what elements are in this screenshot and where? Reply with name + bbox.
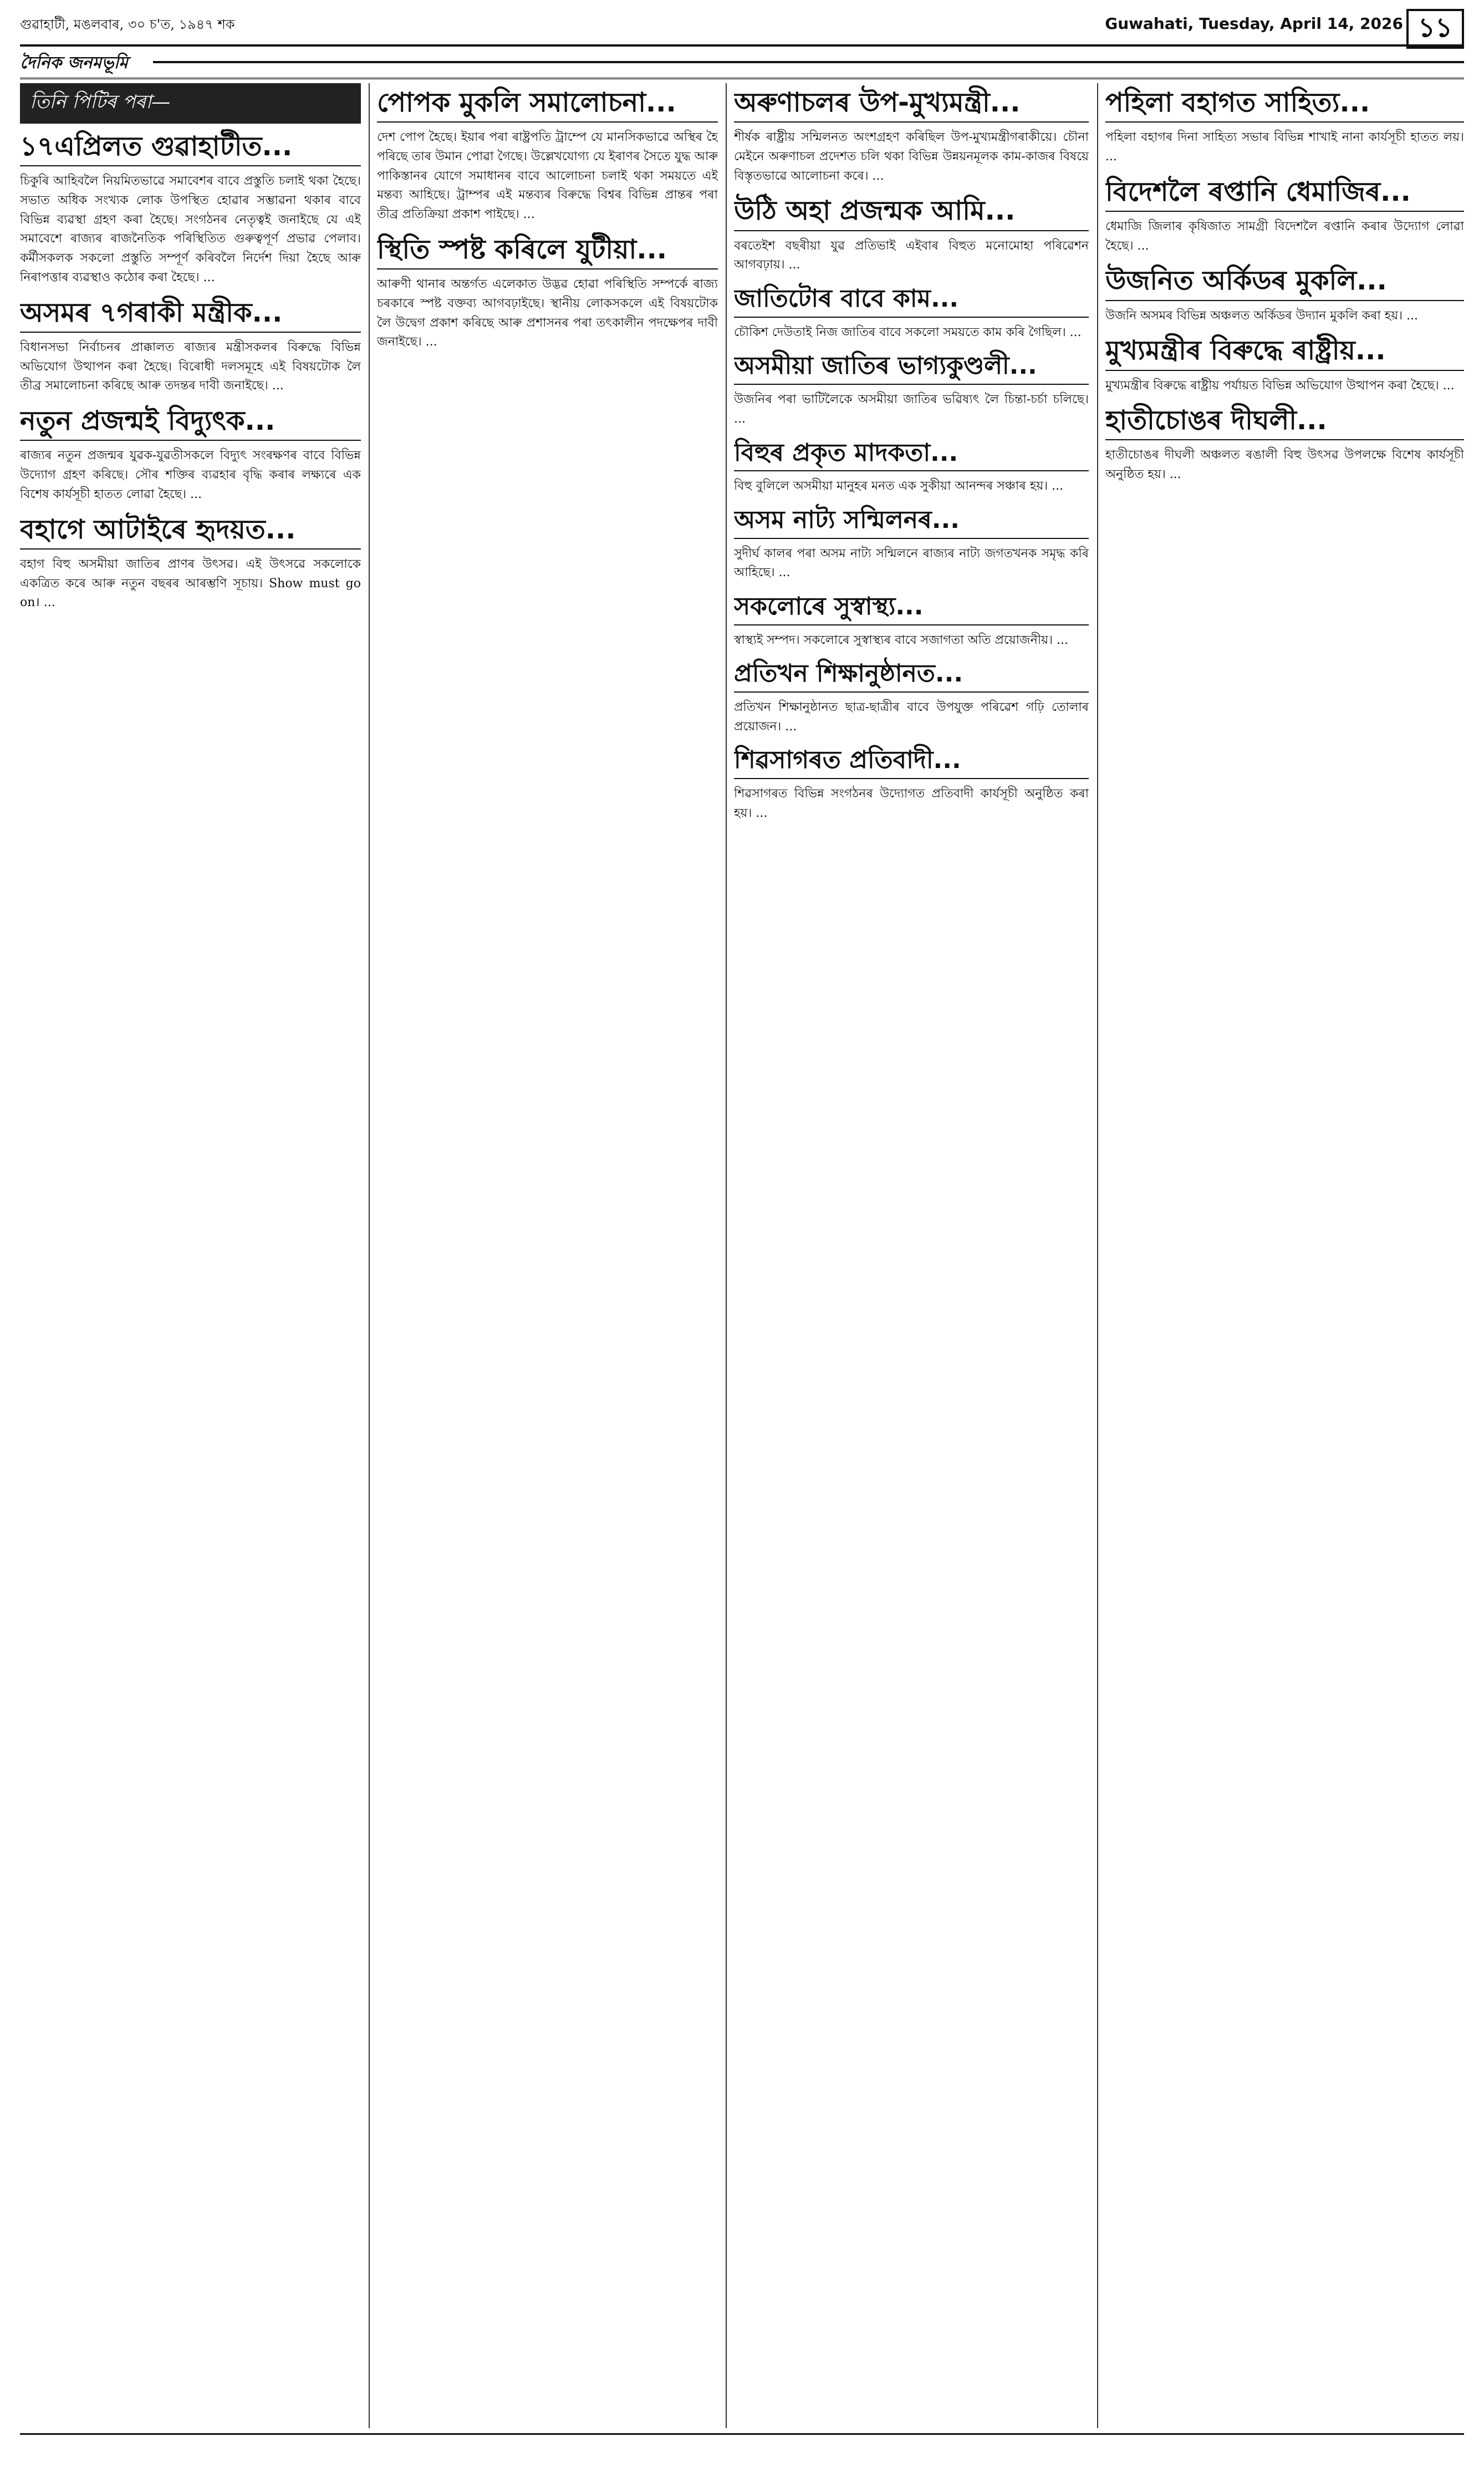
continued-section-tag: তিনি পিটিৰ পৰা— bbox=[20, 83, 361, 124]
headline[interactable]: পোপক মুকলি সমালোচনা... bbox=[377, 88, 718, 123]
article-body: ধেমাজি জিলাৰ কৃষিজাত সামগ্ৰী বিদেশলৈ ৰপ্তানি কৰাৰ উদ্যোগ লোৱা হৈছে। ... bbox=[1105, 219, 1464, 253]
headline[interactable]: নতুন প্ৰজন্মই বিদ্যুৎক... bbox=[20, 406, 361, 441]
headline[interactable]: অৰুণাচলৰ উপ-মুখ্যমন্ত্ৰী... bbox=[734, 88, 1089, 123]
article-body: হাতীচোঙৰ দীঘলী অঞ্চলত ৰঙালী বিহু উৎসৱ উপলক্ষে বিশেষ কাৰ্যসূচী অনুষ্ঠিত হয়। ... bbox=[1105, 448, 1464, 482]
article-c1-2 bbox=[20, 298, 361, 396]
article-c1-4 bbox=[20, 515, 361, 613]
article-c4-5 bbox=[1105, 405, 1464, 485]
article-body: উজনিৰ পৰা ভাটিলৈকে অসমীয়া জাতিৰ ভৱিষ্যৎ লৈ চিন্তা-চৰ্চা চলিছে। ... bbox=[734, 393, 1089, 426]
headline[interactable]: অসমীয়া জাতিৰ ভাগ্যকুণ্ডলী... bbox=[734, 352, 1089, 385]
article-body: চিকুৰি আহিবলৈ নিয়মিতভাৱে সমাবেশৰ বাবে প্ৰস্তুতি চলাই থকা হৈছে। সভাত অধিক সংখ্যক লোক উপস্থিত হোৱাৰ সম্ভাৱনা থকাৰ বাবে বিভিন্ন ব্যৱস্থা গ্ৰহণ কৰা হৈছে। সংগঠনৰ নেতৃত্বই জনাইছে যে এই সমাবেশে ৰাজ্যৰ ৰাজনৈতিক পৰিস্থিতিত গুৰুত্বপূৰ্ণ প্ৰভাৱ পেলাব। কৰ্মীসকলক সকলো প্ৰস্তুতি সম্পূৰ্ণ কৰিবলৈ নিৰ্দেশ দিয়া হৈছে আৰু নিৰাপত্তাৰ ব্যৱস্থাও কঠোৰ কৰা হৈছে। ... bbox=[20, 174, 361, 284]
newspaper-brand bbox=[20, 50, 1464, 79]
headline[interactable]: ১৭এপ্ৰিলত গুৱাহাটীত... bbox=[20, 131, 361, 166]
headline[interactable]: উজনিত অৰ্কিডৰ মুকলি... bbox=[1105, 266, 1464, 301]
headline[interactable]: অসমৰ ৭গৰাকী মন্ত্ৰীক... bbox=[20, 298, 361, 333]
article-c3-4 bbox=[734, 352, 1089, 429]
article-c3-9 bbox=[734, 746, 1089, 823]
headline[interactable]: সকলোৰে সুস্বাস্থ্য... bbox=[734, 593, 1089, 625]
page-number: ১১ bbox=[1406, 9, 1464, 49]
article-c3-6 bbox=[734, 506, 1089, 583]
article-c3-8 bbox=[734, 660, 1089, 736]
article-body: উজনি অসমৰ বিভিন্ন অঞ্চলত অৰ্কিডৰ উদ্যান মুকলি কৰা হয়। ... bbox=[1105, 308, 1419, 323]
column-2 bbox=[377, 83, 718, 2428]
article-body: প্ৰতিখন শিক্ষানুষ্ঠানত ছাত্ৰ-ছাত্ৰীৰ বাবে উপযুক্ত পৰিৱেশ গঢ়ি তোলাৰ প্ৰয়োজন। ... bbox=[734, 700, 1089, 734]
article-body: আৰুণী থানাৰ অন্তৰ্গত এলেকাত উদ্ভৱ হোৱা পৰিস্থিতি সম্পৰ্কে ৰাজ্য চৰকাৰে স্পষ্ট বক্তব্য আগবঢ়াইছে। স্থানীয় লোকসকলে এই বিষয়টোক লৈ উদ্বেগ প্ৰকাশ কৰিছে আৰু প্ৰশাসনৰ পৰা তৎকালীন পদক্ষেপৰ দাবী জনাইছে। ... bbox=[377, 277, 718, 349]
headline[interactable]: পহিলা বহাগত সাহিত্য... bbox=[1105, 88, 1464, 123]
column-divider bbox=[726, 83, 727, 2428]
article-body: বিহু বুলিলে অসমীয়া মানুহৰ মনত এক সুকীয়া আনন্দৰ সঞ্চাৰ হয়। ... bbox=[734, 479, 1064, 494]
headline[interactable]: বহাগে আটাইৰে হৃদয়ত... bbox=[20, 515, 361, 550]
masthead-date-english: Guwahati, Tuesday, April 14, 2026 bbox=[1105, 14, 1403, 33]
article-body: স্বাস্থ্যই সম্পদ। সকলোৰে সুস্বাস্থ্যৰ বাবে সজাগতা অতি প্ৰয়োজনীয়। ... bbox=[734, 633, 1068, 647]
article-body: পহিলা বহাগৰ দিনা সাহিত্য সভাৰ বিভিন্ন শাখাই নানা কাৰ্যসূচী হাতত লয়। ... bbox=[1105, 130, 1464, 164]
article-body: বহাগ বিহু অসমীয়া জাতিৰ প্ৰাণৰ উৎসৱ। এই উৎসৱে সকলোকে একত্ৰিত কৰে আৰু নতুন বছৰৰ আৰম্ভণি সূচায়। Show must go on। ... bbox=[20, 557, 361, 610]
article-c1-3 bbox=[20, 406, 361, 504]
headline[interactable]: উঠি অহা প্ৰজন্মক আমি... bbox=[734, 196, 1089, 231]
headline[interactable]: বিহুৰ প্ৰকৃত মাদকতা... bbox=[734, 439, 1089, 472]
masthead-date-assamese: গুৱাহাটী, মঙলবাৰ, ৩০ চ'ত, ১৯৪৭ শক bbox=[20, 17, 235, 32]
article-c4-4 bbox=[1105, 335, 1464, 395]
headline[interactable]: অসম নাট্য সন্মিলনৰ... bbox=[734, 506, 1089, 539]
article-body: শিৱসাগৰত বিভিন্ন সংগঠনৰ উদ্যোগত প্ৰতিবাদী কাৰ্যসূচী অনুষ্ঠিত কৰা হয়। ... bbox=[734, 787, 1089, 820]
brand-rule bbox=[153, 61, 1464, 63]
column-4 bbox=[1105, 83, 1464, 2428]
article-body: চৌকিশ দেউতাই নিজ জাতিৰ বাবে সকলো সময়তে কাম কৰি গৈছিল। ... bbox=[734, 325, 1082, 339]
headline[interactable]: স্থিতি স্পষ্ট কৰিলে যুটীয়া... bbox=[377, 235, 718, 269]
headline[interactable]: জাতিটোৰ বাবে কাম... bbox=[734, 285, 1089, 318]
headline[interactable]: প্ৰতিখন শিক্ষানুষ্ঠানত... bbox=[734, 660, 1089, 693]
article-c4-2 bbox=[1105, 177, 1464, 256]
brand-name: দৈনিক জনমভূমি bbox=[20, 53, 128, 73]
article-body: সুদীৰ্ঘ কালৰ পৰা অসম নাট্য সন্মিলনে ৰাজ্যৰ নাট্য জগতখনক সমৃদ্ধ কৰি আহিছে। ... bbox=[734, 546, 1089, 580]
article-body: দেশ পোপ হৈছে। ইয়াৰ পৰা ৰাষ্ট্ৰপতি ট্ৰাম্পে যে মানসিকভাৱে অস্থিৰ হৈ পৰিছে তাৰ উমান পোৱা গৈছে। উল্লেখযোগ্য যে ইৰাণৰ সৈতে যুদ্ধ আৰু পাকিস্তানৰ যোগে সমাধানৰ বাবে আলোচনা চলাই থকা সময়তে এই মন্তব্য আহিছে। ট্ৰাম্পৰ এই মন্তব্যৰ বিৰুদ্ধে বিশ্বৰ বিভিন্ন প্ৰান্তৰ পৰা তীব্ৰ প্ৰতিক্ৰিয়া প্ৰকাশ পাইছে। ... bbox=[377, 130, 718, 222]
article-body: ৰাজ্যৰ নতুন প্ৰজন্মৰ যুৱক-যুৱতীসকলে বিদ্যুৎ সংৰক্ষণৰ বাবে বিভিন্ন উদ্যোগ গ্ৰহণ কৰিছে। সৌৰ শক্তিৰ ব্যৱহাৰ বৃদ্ধি কৰাৰ লক্ষ্যৰে এক বিশেষ কাৰ্যসূচী হাতত লোৱা হৈছে। ... bbox=[20, 449, 361, 501]
article-c3-7 bbox=[734, 593, 1089, 650]
masthead bbox=[20, 9, 1464, 47]
column-3 bbox=[734, 83, 1089, 2428]
article-c3-5 bbox=[734, 439, 1089, 496]
article-c3-3 bbox=[734, 285, 1089, 342]
column-divider bbox=[1097, 83, 1098, 2428]
article-body: শীৰ্ষক ৰাষ্ট্ৰীয় সন্মিলনত অংশগ্ৰহণ কৰিছিল উপ-মুখ্যমন্ত্ৰীগৰাকীয়ে। চৌনা মেইনে অৰুণাচল প্ৰদেশত চলি থকা বিভিন্ন উন্নয়নমূলক কাম-কাজৰ বিষয়ে বিস্তৃতভাৱে আলোচনা কৰে। ... bbox=[734, 130, 1089, 183]
article-c2-1 bbox=[377, 88, 718, 225]
column-divider bbox=[369, 83, 370, 2428]
headline[interactable]: হাতীচোঙৰ দীঘলী... bbox=[1105, 405, 1464, 440]
article-c3-1 bbox=[734, 88, 1089, 186]
article-c3-2 bbox=[734, 196, 1089, 275]
article-c2-2 bbox=[377, 235, 718, 352]
article-c4-1 bbox=[1105, 88, 1464, 167]
headline[interactable]: শিৱসাগৰত প্ৰতিবাদী... bbox=[734, 746, 1089, 779]
article-c1-1 bbox=[20, 131, 361, 288]
article-body: মুখ্যমন্ত্ৰীৰ বিৰুদ্ধে ৰাষ্ট্ৰীয় পৰ্যায়ত বিভিন্ন অভিযোগ উত্থাপন কৰা হৈছে। ... bbox=[1105, 378, 1455, 393]
headline[interactable]: বিদেশলৈ ৰপ্তানি ধেমাজিৰ... bbox=[1105, 177, 1464, 212]
article-c4-3 bbox=[1105, 266, 1464, 325]
headline[interactable]: মুখ্যমন্ত্ৰীৰ বিৰুদ্ধে ৰাষ্ট্ৰীয়... bbox=[1105, 335, 1464, 370]
article-body: বৰতেইশ বছৰীয়া যুৱ প্ৰতিভাই এইবাৰ বিহুত মনোমোহা পৰিৱেশন আগবঢ়ায়। ... bbox=[734, 238, 1089, 272]
column-1 bbox=[20, 83, 361, 2428]
article-body: বিধানসভা নিৰ্বাচনৰ প্ৰাক্কালত ৰাজ্যৰ মন্ত্ৰীসকলৰ বিৰুদ্ধে বিভিন্ন অভিযোগ উত্থাপন কৰা হৈছে। বিৰোধী দলসমূহে এই বিষয়টোক লৈ তীব্ৰ সমালোচনা কৰিছে আৰু তদন্তৰ দাবী জনাইছে। ... bbox=[20, 340, 361, 393]
page-footer-rule bbox=[20, 2433, 1464, 2456]
